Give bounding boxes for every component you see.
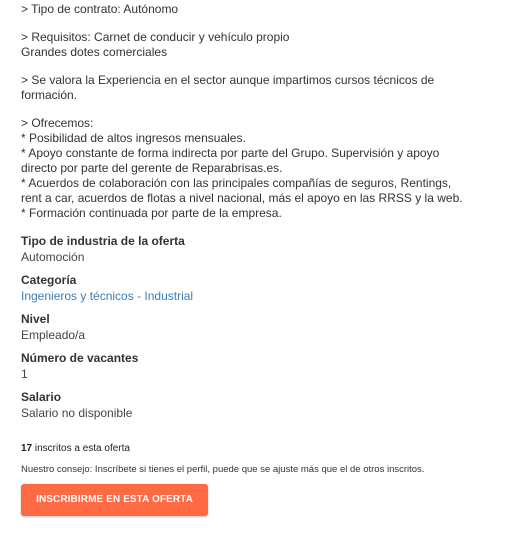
applicants-number: 17 (21, 443, 33, 454)
applicants-text: inscritos a esta oferta (32, 443, 130, 454)
contract-type-paragraph (21, 2, 492, 17)
level-value: Empleado/a (21, 328, 86, 342)
industry-label: Tipo de industria de la oferta (21, 234, 185, 248)
description-line: formación. (21, 88, 78, 102)
description-line: rent a car, acuerdos de flotas a nivel nacional, más el apoyo en las RRSS y la web. (21, 191, 463, 205)
industry-value: Automoción (21, 250, 85, 264)
offer-benefits-paragraph (21, 116, 492, 221)
experience-paragraph (21, 73, 492, 103)
category-label: Categoría (21, 273, 77, 287)
description-line: > Se valora la Experiencia en el sector aunque impartimos cursos técnicos de (21, 73, 435, 87)
description-line: * Posibilidad de altos ingresos mensuales. (21, 131, 246, 145)
description-line: directo por parte del gerente de Reparabrisas.es. (21, 161, 283, 175)
category-link-engineers[interactable]: Ingenieros y técnicos (21, 289, 134, 303)
advice-text: Nuestro consejo: Inscríbete si tienes el perfil, puede que se ajuste más que el de otros inscritos. (21, 464, 425, 475)
applicants-count (21, 442, 492, 456)
vacancies-value: 1 (21, 367, 28, 381)
vacancies-label: Número de vacantes (21, 351, 139, 365)
industry-field (21, 234, 492, 265)
level-field (21, 312, 492, 343)
requirements-paragraph (21, 30, 492, 60)
vacancies-field (21, 351, 492, 382)
salary-label: Salario (21, 390, 62, 404)
salary-field (21, 390, 492, 421)
category-value (21, 288, 492, 304)
apply-offer-button[interactable]: INSCRIBIRME EN ESTA OFERTA (21, 484, 208, 516)
description-line: > Ofrecemos: (21, 116, 94, 130)
category-separator: - (133, 289, 145, 303)
category-link-industrial[interactable]: Industrial (144, 289, 194, 303)
salary-value: Salario no disponible (21, 406, 133, 420)
description-line: Grandes dotes comerciales (21, 45, 168, 59)
description-line: > Requisitos: Carnet de conducir y vehículo propio (21, 30, 290, 44)
description-line: * Acuerdos de colaboración con las principales compañías de seguros, Rentings, (21, 176, 452, 190)
description-line: > Tipo de contrato: Autónomo (21, 2, 179, 16)
category-field (21, 273, 492, 304)
description-line: * Formación continuada por parte de la empresa. (21, 206, 282, 220)
level-label: Nivel (21, 312, 50, 326)
description-line: * Apoyo constante de forma indirecta por parte del Grupo. Supervisión y apoyo (21, 146, 440, 160)
